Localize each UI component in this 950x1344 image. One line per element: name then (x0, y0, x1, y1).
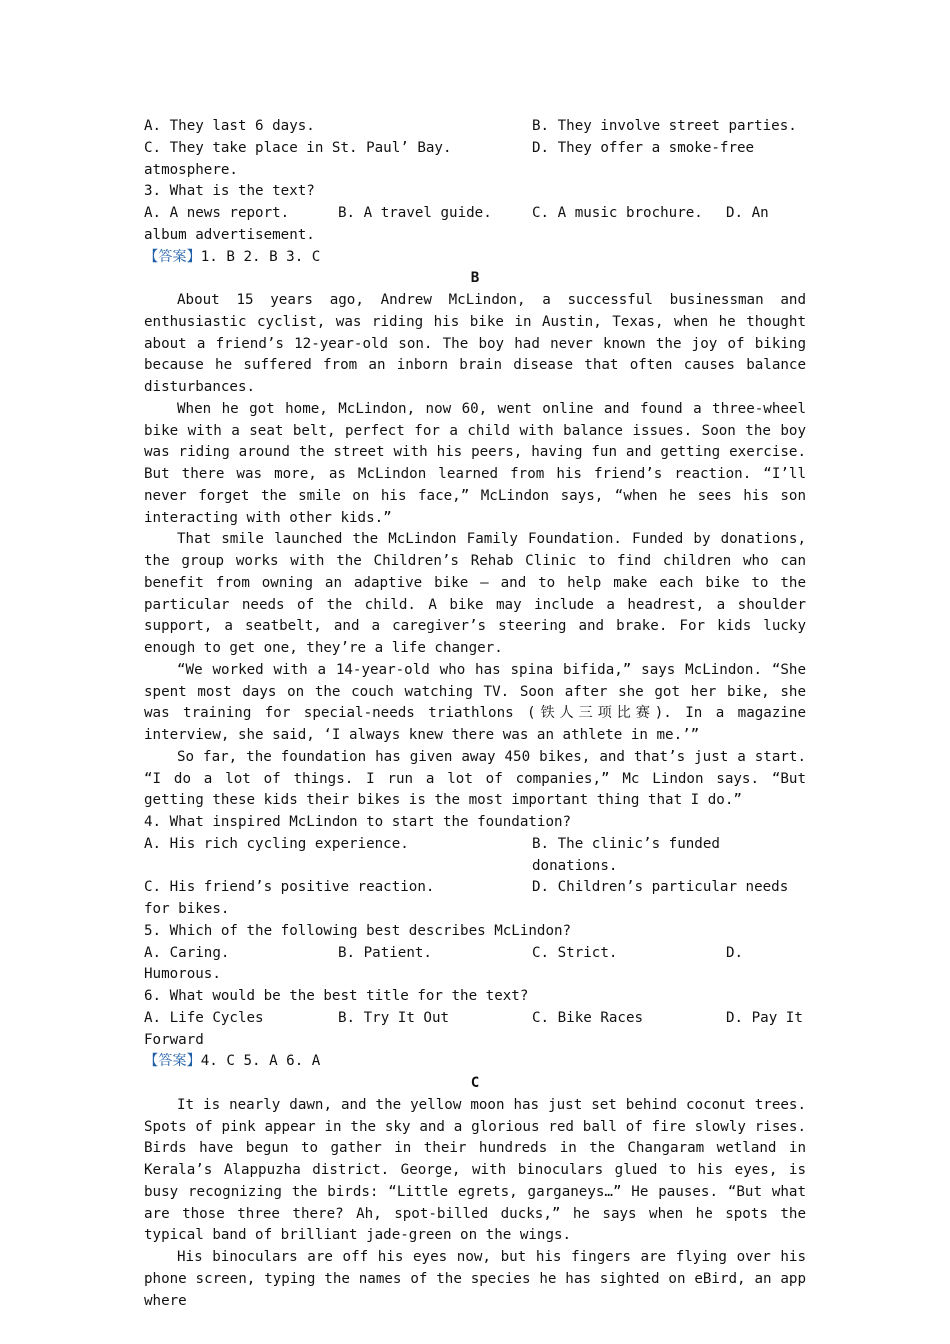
q6-option-d: D. Pay It (726, 1009, 803, 1026)
q5-option-b: B. Patient. (338, 944, 432, 961)
section-b-heading: B (470, 270, 480, 287)
passage-b-paragraph: So far, the foundation has given away 450 bikes, and that’s just a start. “I do a lot of things. I run a lot of companies,” Mc Lindon says. “But getting these kids their bikes is the most important thing that I do.” (144, 748, 806, 809)
q4-question: 4. What inspired McLindon to start the foundation? (144, 814, 572, 830)
section-c-heading: C (470, 1075, 480, 1091)
q2-option-c: C. They take place in St. Paul’ Bay. (144, 139, 452, 156)
q6-options-row (144, 1008, 806, 1030)
answers-a: 1. B 2. B 3. C (200, 248, 321, 265)
q3-question: 3. What is the text? (144, 183, 315, 200)
passage-b-paragraph: “We worked with a 14-year-old who has spina bifida,” says McLindon. “She spent most days on the couch watching TV. Soon after she got her bike, she was training for special-needs triathlons (铁人三项比赛). In a magazine interview, she said, ‘I always knew there was an athlete in me.’” (144, 661, 806, 743)
answer-tag: 【答案】 (144, 248, 201, 265)
q4-option-c: C. His friend’s positive reaction. (144, 879, 435, 896)
q5-question: 5. Which of the following best describes McLindon? (144, 922, 572, 939)
passage-c-paragraph: His binoculars are off his eyes now, but his fingers are flying over his phone screen, typing the names of the species he has sighted on eBird, an app where (144, 1249, 806, 1309)
passage-b-paragraph: When he got home, McLindon, now 60, went online and found a three-wheel bike with a seat belt, perfect for a child with balance issues. Soon the boy was riding around the street with his peers, having fun and getting exercise. But there was more, as McLindon learned from his friend’s reaction. “I’ll never forget the smile on his face,” McLindon says, “when he sees his son interacting with other kids.” (144, 400, 806, 526)
q3-options-row (144, 203, 806, 225)
q4-options-row-2 (144, 877, 806, 899)
q6-option-d-continued: Forward (144, 1031, 204, 1048)
q4-options-row-1 (144, 834, 806, 878)
q5-option-a: A. Caring. (144, 944, 230, 961)
q4-option-d-continued: for bikes. (144, 901, 230, 917)
q2-options-row-1 (144, 116, 806, 138)
q2-option-b: B. They involve street parties. (532, 118, 797, 134)
q3-option-d-continued: album advertisement. (144, 226, 315, 243)
q3-option-a: A. A news report. (144, 205, 290, 221)
q2-option-d: D. They offer a smoke-free (532, 139, 755, 156)
q3-option-c: C. A music brochure. (532, 205, 703, 221)
passage-c-paragraph: It is nearly dawn, and the yellow moon has just set behind coconut trees. Spots of pink appear in the sky and a glorious red ball of fire slowly rises. Birds have begun to gather in their hundreds in the Changaram wetland in Kerala’s Alappuzha district. George, with binoculars glued to his eyes, is busy recognizing the birds: “Little egrets, garganeys…” He pauses. “But what are those three there? Ah, spot-billed ducks,” he says when he spots the typical band of brilliant jade-green on the wings. (144, 1096, 806, 1244)
passage-b-paragraph: That smile launched the McLindon Family Foundation. Funded by donations, the group works with the Children’s Rehab Clinic to find children who can benefit from owning an adaptive bike — and to help make each bike to the particular needs of the child. A bike may include a headrest, a shoulder support, a seatbelt, and a caregiver’s steering and brake. For kids lucky enough to get one, they’re a life changer. (144, 531, 806, 656)
q5-option-c: C. Strict. (532, 944, 618, 961)
q2-option-d-continued: atmosphere. (144, 161, 238, 178)
q5-option-d-continued: Humorous. (144, 966, 221, 983)
document-content (144, 116, 806, 1312)
q4-option-a: A. His rich cycling experience. (144, 835, 409, 852)
answer-line-a (144, 247, 806, 269)
q4-option-b: B. The clinic’s funded donations. (532, 835, 720, 874)
passage-b-paragraph: About 15 years ago, Andrew McLindon, a successful businessman and enthusiastic cyclist, was riding his bike in Austin, Texas, when he thought about a friend’s 12-year-old son. The boy had never known the joy of biking because he suffered from an inborn brain disease that often causes balance disturbances. (144, 292, 806, 395)
q3-option-d: D. An (726, 205, 769, 221)
q6-question: 6. What would be the best title for the text? (144, 988, 529, 1004)
q2-options-row-2 (144, 138, 806, 160)
q4-option-d: D. Children’s particular needs (532, 879, 789, 896)
q5-option-d: D. (726, 944, 744, 961)
q6-option-a: A. Life Cycles (144, 1009, 264, 1026)
answer-line-b (144, 1051, 806, 1073)
q3-option-b: B. A travel guide. (338, 205, 492, 221)
q5-options-row (144, 943, 806, 965)
q6-option-c: C. Bike Races (532, 1009, 644, 1026)
answers-b: 4. C 5. A 6. A (200, 1053, 321, 1070)
q6-option-b: B. Try It Out (338, 1009, 450, 1026)
q2-option-a: A. They last 6 days. (144, 118, 315, 134)
answer-tag: 【答案】 (144, 1053, 201, 1070)
